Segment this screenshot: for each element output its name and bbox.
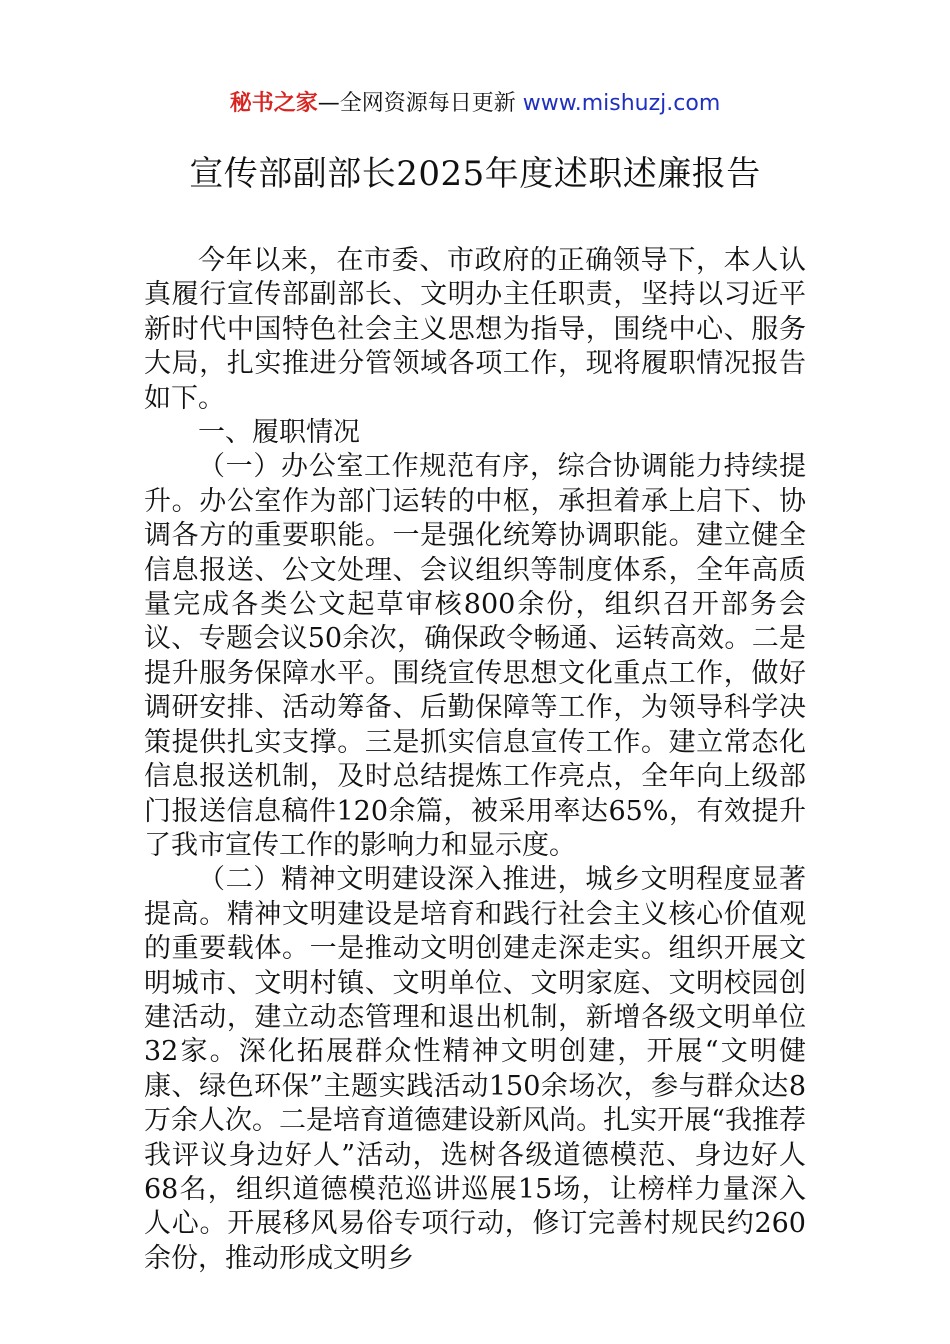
- site-brand: 秘书之家: [229, 91, 318, 116]
- section-heading: 一、履职情况: [198, 417, 360, 449]
- site-tagline: —全网资源每日更新: [317, 91, 523, 116]
- site-url-link[interactable]: www.mishuzj.com: [522, 91, 721, 116]
- paragraph-office-work: （一）办公室工作规范有序，综合协调能力持续提升。办公室作为部门运转的中枢，承担着承上启下、协调各方的重要职能。一是强化统筹协调职能。建立健全信息报送、公文处理、会议组织等制度体系，全年高质量完成各类公文起草审核800余份，组织召开部务会议、专题会议50余次，确保政令畅通、运转高效。二是提升服务保障水平。围绕宣传思想文化重点工作，做好调研安排、活动筹备、后勤保障等工作，为领导科学决策提供扎实支撑。三是抓实信息宣传工作。建立常态化信息报送机制，及时总结提炼工作亮点，全年向上级部门报送信息稿件120余篇，被采用率达65%，有效提升了我市宣传工作的影响力和显示度。: [144, 451, 806, 861]
- document-title: 宣传部副部长2025年度述职述廉报告: [189, 154, 761, 194]
- paragraph-intro: 今年以来，在市委、市政府的正确领导下，本人认真履行宣传部副部长、文明办主任职责，坚持以习近平新时代中国特色社会主义思想为指导，围绕中心、服务大局，扎实推进分管领域各项工作，现将履职情况报告如下。: [144, 245, 806, 414]
- site-header: [0, 88, 950, 120]
- document-body: [144, 244, 806, 1276]
- paragraph-civilization: （二）精神文明建设深入推进，城乡文明程度显著提高。精神文明建设是培育和践行社会主义核心价值观的重要载体。一是推动文明创建走深走实。组织开展文明城市、文明村镇、文明单位、文明家庭、文明校园创建活动，建立动态管理和退出机制，新增各级文明单位32家。深化拓展群众性精神文明创建，开展“文明健康、绿色环保”主题实践活动150余场次，参与群众达8万余人次。二是培育道德建设新风尚。扎实开展“我推荐我评议身边好人”活动，选树各级道德模范、身边好人68名，组织道德模范巡讲巡展15场，让榜样力量深入人心。开展移风易俗专项行动，修订完善村规民约260余份，推动形成文明乡: [144, 864, 806, 1274]
